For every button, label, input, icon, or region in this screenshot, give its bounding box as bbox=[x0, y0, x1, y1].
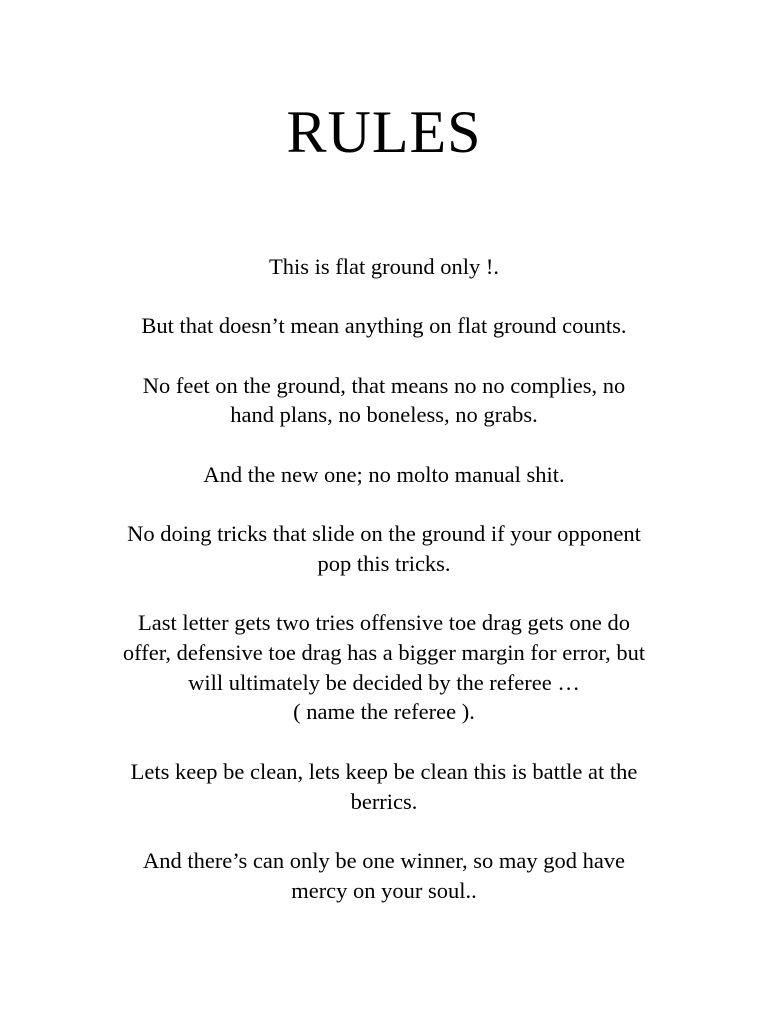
rule-line: And the new one; no molto manual shit. bbox=[203, 461, 565, 487]
rule-line: will ultimately be decided by the referee … bbox=[188, 669, 580, 695]
rule-line: offer, defensive toe drag has a bigger margin for error, but bbox=[122, 640, 646, 666]
rule-paragraph bbox=[84, 460, 684, 490]
rule-line: pop this tricks. bbox=[317, 550, 451, 576]
rule-line: No feet on the ground, that means no no complies, no bbox=[142, 372, 626, 398]
rule-paragraph bbox=[84, 846, 684, 905]
page-title: RULES bbox=[286, 99, 482, 165]
rule-line: Last letter gets two tries offensive toe drag gets one do bbox=[138, 610, 630, 636]
rule-line: ( name the referee ). bbox=[293, 699, 475, 725]
rule-line: berrics. bbox=[350, 788, 418, 814]
rule-paragraph bbox=[84, 252, 684, 282]
rule-line: But that doesn’t mean anything on flat ground counts. bbox=[141, 313, 627, 339]
rules-body bbox=[84, 252, 684, 905]
rule-paragraph bbox=[84, 311, 684, 341]
rule-paragraph bbox=[84, 371, 684, 430]
rule-paragraph bbox=[84, 608, 684, 727]
rule-paragraph bbox=[84, 757, 684, 816]
rule-paragraph bbox=[84, 519, 684, 578]
rule-line: mercy on your soul.. bbox=[291, 877, 477, 903]
rule-line: No doing tricks that slide on the ground if your opponent bbox=[127, 521, 641, 547]
rule-line: This is flat ground only !. bbox=[269, 254, 499, 279]
rule-line: Lets keep be clean, lets keep be clean this is battle at the bbox=[130, 758, 638, 784]
rule-line: hand plans, no boneless, no grabs. bbox=[230, 402, 538, 428]
rule-line: And there’s can only be one winner, so may god have bbox=[142, 847, 626, 873]
